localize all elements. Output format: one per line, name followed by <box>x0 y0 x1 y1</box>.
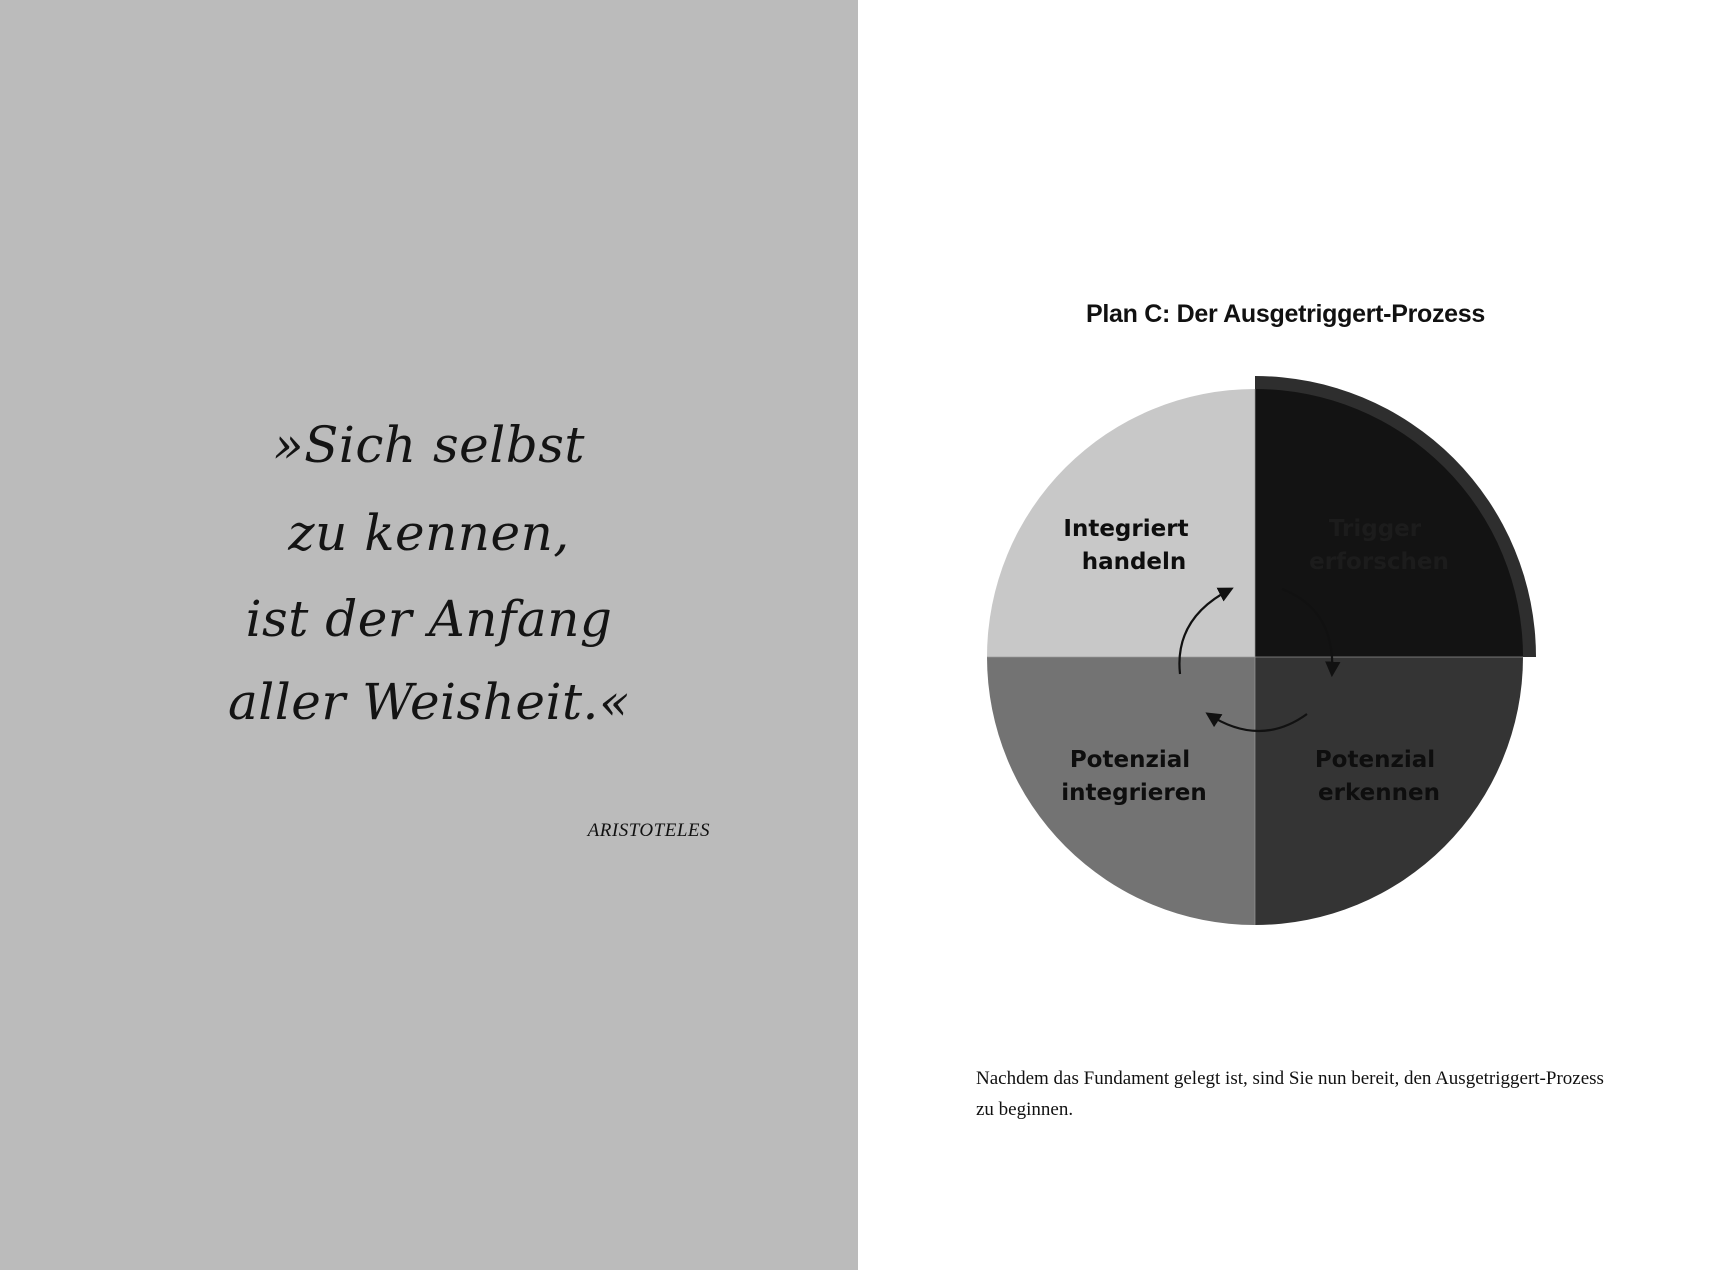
quote-author: ARISTOTELES <box>587 820 710 841</box>
quote-line-3: ist der Anfang <box>245 590 613 648</box>
label-handeln-line-1: Integriert <box>1063 516 1189 542</box>
label-erkennen-line-2: erkennen <box>1318 780 1440 806</box>
process-cycle-diagram <box>858 0 1713 1000</box>
label-handeln-line-2: handeln <box>1081 549 1187 575</box>
label-integrieren-line-2: integrieren <box>1061 780 1207 806</box>
caption-paragraph: Nachdem das Fundament gelegt ist, sind Sie nun bereit, den Ausgetriggert-Prozess zu beginnen. <box>976 1068 1604 1120</box>
quote-line-2: zu kennen, <box>288 504 570 562</box>
right-page <box>858 0 1713 1270</box>
diagram-title: Plan C: Der Ausgetriggert-Prozess <box>1086 300 1485 328</box>
quote-line-4: aller Weisheit.« <box>227 673 631 731</box>
label-trigger-line-1: Trigger <box>1328 516 1422 542</box>
label-integrieren-line-1: Potenzial <box>1069 747 1191 773</box>
label-trigger-line-2: erforschen <box>1309 549 1449 575</box>
label-erkennen-line-1: Potenzial <box>1314 747 1436 773</box>
quote-line-1: »Sich selbst <box>273 416 585 474</box>
